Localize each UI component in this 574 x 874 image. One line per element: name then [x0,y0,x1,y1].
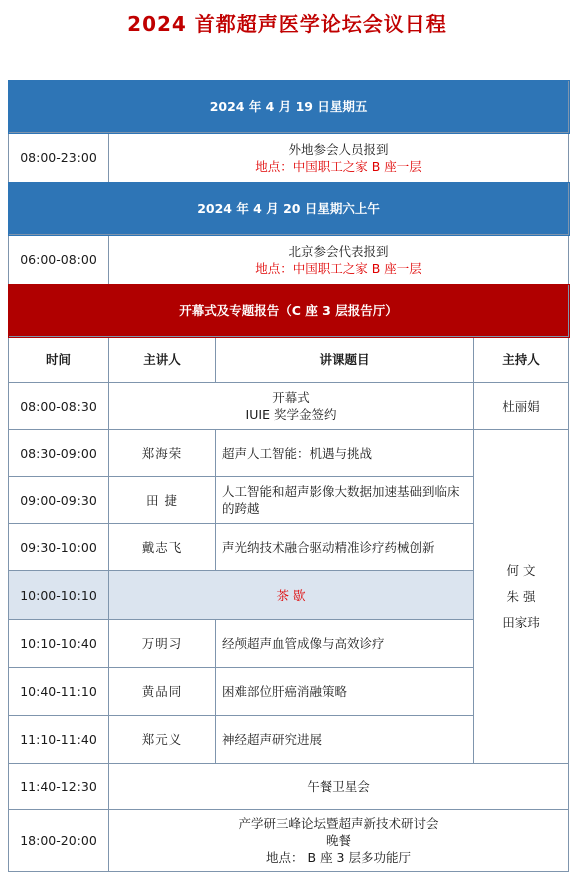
day1-row [9,133,569,183]
header-speaker: 主讲人 [109,337,216,383]
evening-forum: 产学研三峰论坛暨超声新技术研讨会 [238,816,439,831]
header-row [9,337,569,383]
day1-date-bar [9,81,569,133]
time-cell: 08:00-08:30 [9,383,109,430]
session-bar [9,285,569,337]
evening-row [9,810,569,872]
schedule-table [8,80,569,872]
time-cell: 18:00-20:00 [9,810,109,872]
day2-date-bar [9,183,569,235]
session-title: 开幕式及专题报告（C 座 3 层报告厅） [9,285,569,337]
time-cell: 09:30-10:00 [9,524,109,571]
header-time: 时间 [9,337,109,383]
header-host: 主持人 [474,337,569,383]
time-cell: 10:10-10:40 [9,620,109,668]
page-title: 2024 首都超声医学论坛会议日程 [127,12,447,36]
speaker-cell: 郑元义 [109,716,216,764]
host-name: 田家玮 [502,614,540,630]
opening-label: 开幕式 [272,390,310,405]
opening-cell [109,383,474,430]
speaker-cell: 郑海荣 [109,430,216,477]
topic-cell: 神经超声研究进展 [216,716,474,764]
topic-cell: 人工智能和超声影像大数据加速基础到临床的跨越 [216,477,474,524]
time-cell: 08:00-23:00 [9,133,109,183]
time-cell: 11:40-12:30 [9,764,109,810]
time-cell: 11:10-11:40 [9,716,109,764]
talk-row [9,430,569,477]
tea-break-label: 茶 歇 [109,571,474,620]
time-cell: 08:30-09:00 [9,430,109,477]
topic-cell: 超声人工智能：机遇与挑战 [216,430,474,477]
topic-cell: 困难部位肝癌消融策略 [216,668,474,716]
speaker-cell: 万明习 [109,620,216,668]
time-cell: 06:00-08:00 [9,235,109,285]
time-cell: 10:00-10:10 [9,571,109,620]
event-location: 地点：中国职工之家 B 座一层 [255,158,422,174]
evening-cell [109,810,569,872]
opening-row [9,383,569,430]
lunch-row [9,764,569,810]
host-name: 朱 强 [506,588,536,604]
day2-date: 2024 年 4 月 20 日星期六上午 [9,183,569,235]
speaker-cell: 田 捷 [109,477,216,524]
event-label: 北京参会代表报到 [288,243,389,259]
opening-host: 杜丽娟 [474,383,569,430]
opening-signing: IUIE 奖学金签约 [245,407,337,422]
event-location: 地点：中国职工之家 B 座一层 [255,260,422,276]
evening-dinner: 晚餐 [326,833,352,848]
topic-cell: 声光纳技术融合驱动精准诊疗药械创新 [216,524,474,571]
topic-cell: 经颅超声血管成像与高效诊疗 [216,620,474,668]
evening-location: 地点： B 座 3 层多功能厅 [266,850,411,865]
speaker-cell: 黄品同 [109,668,216,716]
day1-date: 2024 年 4 月 19 日星期五 [9,81,569,133]
day2-row [9,235,569,285]
time-cell: 09:00-09:30 [9,477,109,524]
lunch-label: 午餐卫星会 [109,764,569,810]
event-cell [109,133,569,183]
host-name: 何 文 [506,562,536,578]
time-cell: 10:40-11:10 [9,668,109,716]
speaker-cell: 戴志飞 [109,524,216,571]
hosts-cell [474,430,569,764]
event-label: 外地参会人员报到 [288,141,389,157]
header-topic: 讲课题目 [216,337,474,383]
event-cell [109,235,569,285]
